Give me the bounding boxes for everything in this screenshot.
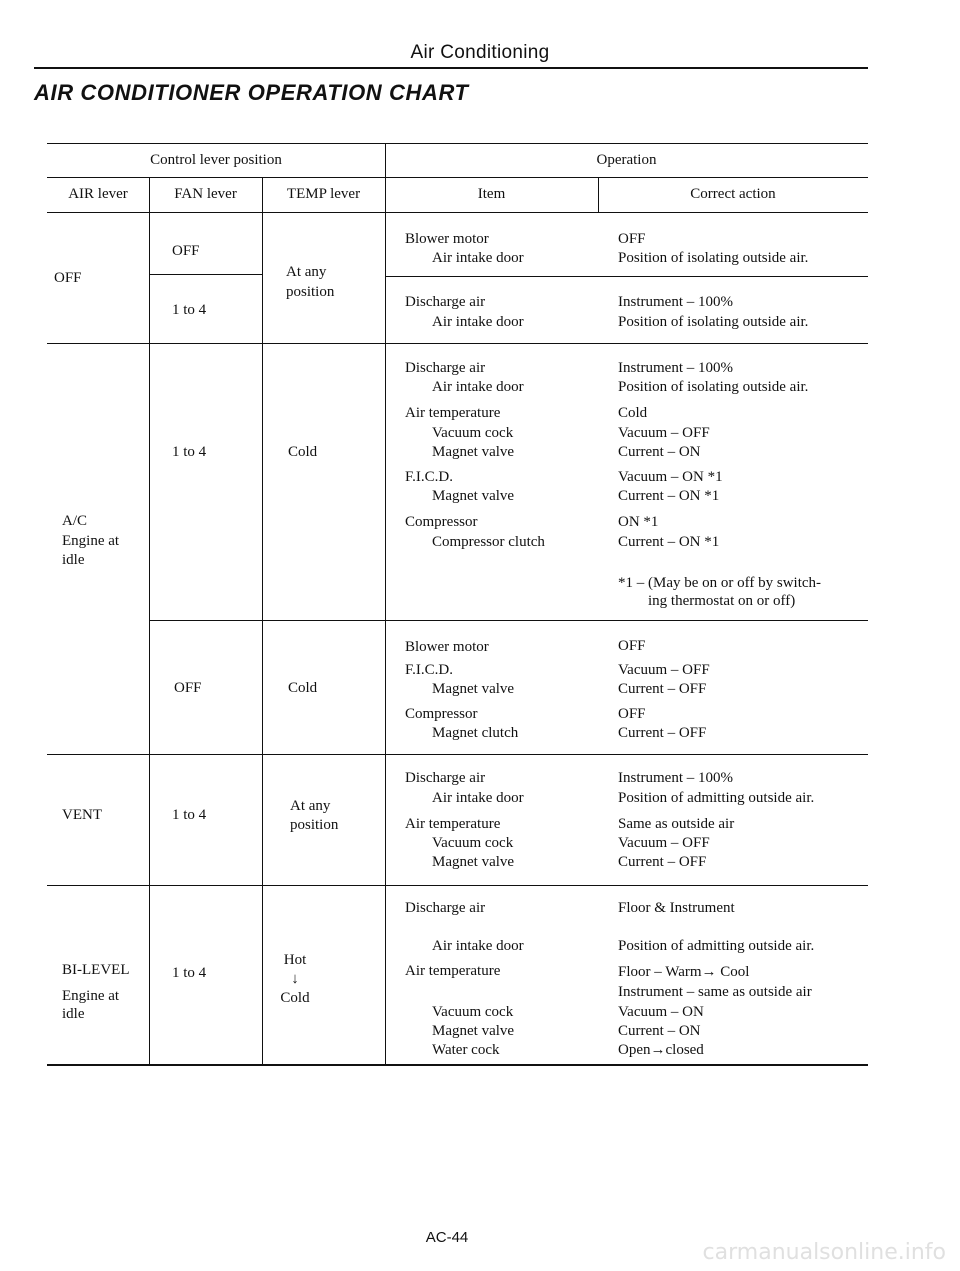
action-line: Current – OFF bbox=[618, 681, 707, 697]
item-line: F.I.C.D. bbox=[405, 469, 453, 485]
item-line: Air intake door bbox=[432, 314, 524, 330]
control-group-header: Control lever position bbox=[150, 152, 282, 168]
table-top-rule bbox=[47, 143, 868, 144]
action-line: Same as outside air bbox=[618, 816, 735, 832]
column-divider bbox=[262, 177, 263, 1064]
action-line: Floor & Instrument bbox=[618, 900, 735, 916]
column-header-air: AIR lever bbox=[68, 186, 128, 202]
air-lever-cell: OFF bbox=[54, 270, 82, 286]
item-line: Compressor clutch bbox=[432, 534, 545, 550]
item-line: Magnet valve bbox=[432, 681, 515, 697]
air-lever-cell: A/C bbox=[62, 513, 88, 529]
block-rule bbox=[47, 885, 868, 886]
page-number: AC-44 bbox=[425, 1229, 469, 1246]
item-line: Air intake door bbox=[432, 250, 524, 266]
item-line: Magnet valve bbox=[432, 1023, 515, 1039]
air-lever-cell: Engine at bbox=[62, 988, 120, 1004]
action-line: Current – ON *1 bbox=[618, 534, 720, 550]
column-divider bbox=[149, 177, 150, 1064]
temp-lever-cell: At any bbox=[286, 264, 327, 280]
watermark: carmanualsonline.info bbox=[702, 1240, 946, 1265]
item-line: Magnet valve bbox=[432, 854, 515, 870]
row-rule bbox=[385, 276, 868, 277]
action-line: Vacuum – ON *1 bbox=[618, 469, 723, 485]
action-line: Instrument – 100% bbox=[618, 360, 733, 376]
item-line: Air intake door bbox=[432, 379, 524, 395]
action-line: OFF bbox=[618, 638, 646, 654]
column-divider bbox=[385, 143, 386, 1064]
air-lever-cell: idle bbox=[62, 552, 85, 568]
footnote-line: *1 – (May be on or off by switch- bbox=[618, 575, 822, 591]
operation-group-header: Operation bbox=[596, 152, 657, 168]
item-line: Discharge air bbox=[405, 294, 486, 310]
action-line: Vacuum – ON bbox=[618, 1004, 704, 1020]
temp-lever-cell: position bbox=[290, 817, 339, 833]
action-line: Current – OFF bbox=[618, 854, 707, 870]
item-line: Discharge air bbox=[405, 770, 486, 786]
fan-lever-cell: OFF bbox=[172, 243, 200, 259]
column-header-temp: TEMP lever bbox=[286, 186, 361, 202]
action-line: Instrument – 100% bbox=[618, 770, 733, 786]
action-line: Current – OFF bbox=[618, 725, 707, 741]
action-line: Instrument – same as outside air bbox=[618, 984, 812, 1000]
item-line: Magnet clutch bbox=[432, 725, 519, 741]
action-line: Current – ON bbox=[618, 1023, 701, 1039]
action-line: Vacuum – OFF bbox=[618, 662, 710, 678]
temp-lever-cell: Cold bbox=[280, 990, 310, 1006]
action-line: OFF bbox=[618, 706, 646, 722]
fan-lever-cell: 1 to 4 bbox=[172, 965, 207, 981]
section-header: Air Conditioning bbox=[410, 42, 550, 63]
action-line: ON *1 bbox=[618, 514, 659, 530]
item-line: Air intake door bbox=[432, 790, 524, 806]
air-lever-cell: BI-LEVEL bbox=[62, 962, 130, 978]
column-header-action: Correct action bbox=[690, 186, 776, 202]
temp-lever-cell: Cold bbox=[288, 680, 318, 696]
column-header-fan: FAN lever bbox=[174, 186, 237, 202]
action-line: Instrument – 100% bbox=[618, 294, 733, 310]
item-line: Magnet valve bbox=[432, 444, 515, 460]
item-line: Air temperature bbox=[405, 816, 501, 832]
column-header-rule bbox=[47, 212, 868, 213]
action-line: Current – ON bbox=[618, 444, 701, 460]
item-line: Water cock bbox=[432, 1042, 500, 1058]
fan-lever-cell: 1 to 4 bbox=[172, 302, 207, 318]
item-line: Vacuum cock bbox=[432, 835, 514, 851]
action-line: Position of isolating outside air. bbox=[618, 314, 809, 330]
action-line: Cold bbox=[618, 405, 648, 421]
group-header-rule bbox=[47, 177, 868, 178]
fan-lever-cell: OFF bbox=[174, 680, 202, 696]
temp-lever-cell: At any bbox=[290, 798, 331, 814]
action-line: Position of admitting outside air. bbox=[618, 938, 815, 954]
page-title: AIR CONDITIONER OPERATION CHART bbox=[34, 80, 469, 105]
down-arrow-icon: ↓ bbox=[291, 971, 299, 987]
action-line: Vacuum – OFF bbox=[618, 835, 710, 851]
item-line: Blower motor bbox=[405, 639, 489, 655]
item-line: Air temperature bbox=[405, 405, 501, 421]
air-lever-cell: idle bbox=[62, 1006, 85, 1022]
action-line: Current – ON *1 bbox=[618, 488, 720, 504]
action-line: Vacuum – OFF bbox=[618, 425, 710, 441]
action-line: Open→closed bbox=[618, 1042, 704, 1058]
action-line: Floor – Warm→ Cool bbox=[618, 964, 750, 980]
temp-lever-cell: Cold bbox=[288, 444, 318, 460]
temp-lever-cell: position bbox=[286, 284, 335, 300]
action-line: Position of admitting outside air. bbox=[618, 790, 815, 806]
item-line: Blower motor bbox=[405, 231, 489, 247]
action-line: Position of isolating outside air. bbox=[618, 250, 809, 266]
block-rule bbox=[47, 754, 868, 755]
item-line: Magnet valve bbox=[432, 488, 515, 504]
item-line: F.I.C.D. bbox=[405, 662, 453, 678]
footnote-line: ing thermostat on or off) bbox=[648, 593, 796, 609]
table-bottom-rule bbox=[47, 1064, 868, 1066]
item-line: Air temperature bbox=[405, 963, 501, 979]
row-rule bbox=[149, 620, 868, 621]
column-header-item: Item bbox=[477, 186, 506, 202]
header-rule bbox=[34, 67, 868, 69]
air-lever-cell: Engine at bbox=[62, 533, 120, 549]
air-lever-cell: VENT bbox=[62, 807, 102, 823]
item-line: Compressor bbox=[405, 514, 478, 530]
fan-lever-cell: 1 to 4 bbox=[172, 807, 207, 823]
fan-lever-cell: 1 to 4 bbox=[172, 444, 207, 460]
temp-lever-cell: Hot bbox=[283, 952, 307, 968]
item-line: Discharge air bbox=[405, 900, 486, 916]
item-line: Discharge air bbox=[405, 360, 486, 376]
item-line: Compressor bbox=[405, 706, 478, 722]
action-line: Position of isolating outside air. bbox=[618, 379, 809, 395]
item-line: Vacuum cock bbox=[432, 1004, 514, 1020]
action-line: OFF bbox=[618, 231, 646, 247]
item-line: Air intake door bbox=[432, 938, 524, 954]
row-rule bbox=[149, 274, 262, 275]
item-line: Vacuum cock bbox=[432, 425, 514, 441]
block-rule bbox=[47, 343, 868, 344]
